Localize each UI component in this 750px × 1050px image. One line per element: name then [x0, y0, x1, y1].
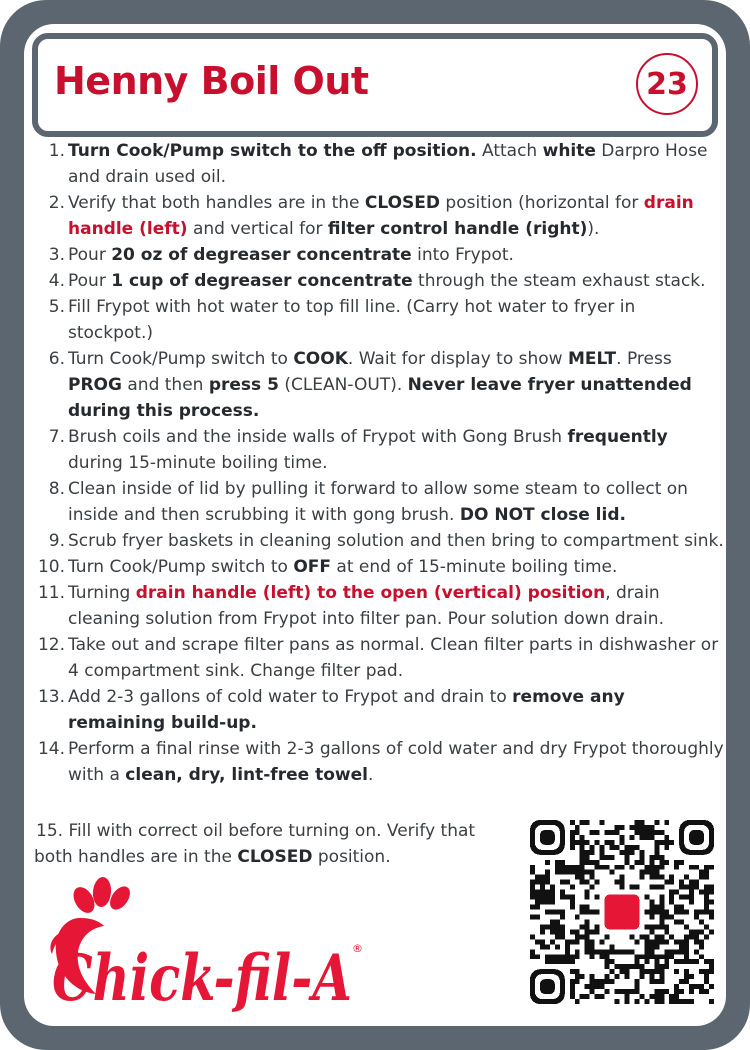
step-text [68, 632, 724, 684]
step-15 [34, 818, 504, 870]
step-2 [34, 190, 724, 242]
step-8 [34, 476, 724, 528]
bold-text: remove any remaining build-up. [68, 687, 625, 733]
step-text [68, 190, 724, 242]
bold-text: 1 cup of degreaser concentrate [111, 271, 413, 291]
plain-text: Pour [68, 271, 112, 291]
card-number-badge: 23 [636, 53, 698, 115]
step-text [68, 736, 724, 788]
plain-text: Pour [68, 245, 112, 265]
step-13 [34, 684, 724, 736]
bold-text: OFF [293, 557, 332, 577]
plain-text: Turn Cook/Pump switch to [68, 557, 294, 577]
registered-mark: ® [352, 942, 363, 955]
plain-text: Perform a final rinse with 2-3 gallons of cold water and dry Frypot thoroughly with a [68, 739, 724, 785]
step-number: 1. [48, 141, 65, 161]
step-5 [34, 294, 724, 346]
plain-text: at end of 15-minute boiling time. [331, 557, 618, 577]
step-text [68, 346, 724, 424]
plain-text: . Press [616, 349, 672, 369]
step-number: 9. [48, 531, 65, 551]
step-15-text-2: both handles are in the [34, 847, 238, 867]
step-text [68, 138, 724, 190]
step-11 [34, 580, 724, 632]
step-text [68, 476, 724, 528]
step-15-number: 15. [36, 821, 64, 841]
bold-text: COOK [293, 349, 348, 369]
plain-text: and vertical for [187, 219, 328, 239]
page-title: Henny Boil Out [54, 59, 369, 103]
highlight-text: drain handle (left) to the open (vertical) position [135, 583, 606, 603]
plain-text: and then [121, 375, 209, 395]
qr-code [530, 820, 714, 1004]
highlight-text: drain handle (left) [68, 193, 694, 239]
plain-text: Brush coils and the inside walls of Frypot with Gong Brush [68, 427, 568, 447]
bold-text: Turn Cook/Pump switch to the off position. [68, 141, 477, 161]
step-number: 12. [37, 635, 65, 655]
bold-text: Never leave fryer unattended during this process. [68, 375, 692, 421]
plain-text: Turning [68, 583, 136, 603]
step-10 [34, 554, 724, 580]
bold-text: frequently [567, 427, 668, 447]
step-number: 6. [48, 349, 65, 369]
card-header [32, 33, 718, 137]
bold-text: 20 oz of degreaser concentrate [111, 245, 412, 265]
step-text [68, 268, 724, 294]
step-15-line-2 [34, 847, 391, 867]
step-7 [34, 424, 724, 476]
chick-fil-a-logo [46, 872, 368, 1012]
step-6 [34, 346, 724, 424]
step-number: 2. [48, 193, 65, 213]
bold-text: PROG [68, 375, 122, 395]
step-number: 7. [48, 427, 65, 447]
step-1 [34, 138, 724, 190]
step-text [68, 424, 724, 476]
plain-text: . [367, 765, 374, 785]
bold-text: white [542, 141, 596, 161]
bold-text: clean, dry, lint-free towel [125, 765, 368, 785]
plain-text: Take out and scrape filter pans as normal. Clean filter parts in dishwasher or 4 compartment sink. Change filter pad. [68, 635, 719, 681]
plain-text: during 15-minute boiling time. [68, 453, 328, 473]
step-text [68, 580, 724, 632]
step-12 [34, 632, 724, 684]
plain-text: Darpro Hose and drain used oil. [68, 141, 708, 187]
logo-wordmark: Chick-fil-A [52, 941, 352, 1012]
plain-text: Verify that both handles are in the [68, 193, 365, 213]
step-number: 5. [48, 297, 65, 317]
step-9 [34, 528, 724, 554]
plain-text: Scrub fryer baskets in cleaning solution and then bring to compartment sink. [68, 531, 724, 551]
step-list [34, 138, 724, 788]
plain-text: Add 2-3 gallons of cold water to Frypot and drain to [68, 687, 513, 707]
step-text [68, 554, 724, 580]
plain-text: , drain cleaning solution from Frypot into filter pan. Pour solution down drain. [68, 583, 664, 629]
step-15-line-1 [34, 818, 504, 844]
step-14 [34, 736, 724, 788]
plain-text: position (horizontal for [440, 193, 644, 213]
plain-text: through the steam exhaust stack. [412, 271, 706, 291]
step-15-bold: CLOSED [237, 847, 313, 867]
bold-text: press 5 [208, 375, 279, 395]
step-15-text-3: position. [312, 847, 391, 867]
step-number: 10. [37, 557, 65, 577]
plain-text: (CLEAN-OUT). [278, 375, 408, 395]
step-text [68, 684, 724, 736]
plain-text: into Frypot. [411, 245, 514, 265]
bold-text: DO NOT close lid. [459, 505, 626, 525]
plain-text: ). [587, 219, 600, 239]
step-3 [34, 242, 724, 268]
plain-text: Attach [476, 141, 543, 161]
step-number: 8. [48, 479, 65, 499]
step-text [68, 294, 724, 346]
plain-text: Clean inside of lid by pulling it forward to allow some steam to collect on inside and then scrubbing it with gong brush. [68, 479, 688, 525]
step-number: 13. [37, 687, 65, 707]
bold-text: CLOSED [364, 193, 441, 213]
plain-text: Fill Frypot with hot water to top fill line. (Carry hot water to fryer in stockpot.) [68, 297, 636, 343]
step-number: 3. [48, 245, 65, 265]
step-15-text: Fill with correct oil before turning on. Verify that [68, 821, 476, 841]
step-4 [34, 268, 724, 294]
step-number: 4. [48, 271, 65, 291]
bold-text: filter control handle (right) [327, 219, 588, 239]
plain-text: . Wait for display to show [347, 349, 568, 369]
step-number: 14. [37, 739, 65, 759]
bold-text: MELT [568, 349, 617, 369]
plain-text: Turn Cook/Pump switch to [68, 349, 294, 369]
step-number: 11. [37, 583, 65, 603]
step-text [68, 242, 724, 268]
step-text [68, 528, 724, 554]
